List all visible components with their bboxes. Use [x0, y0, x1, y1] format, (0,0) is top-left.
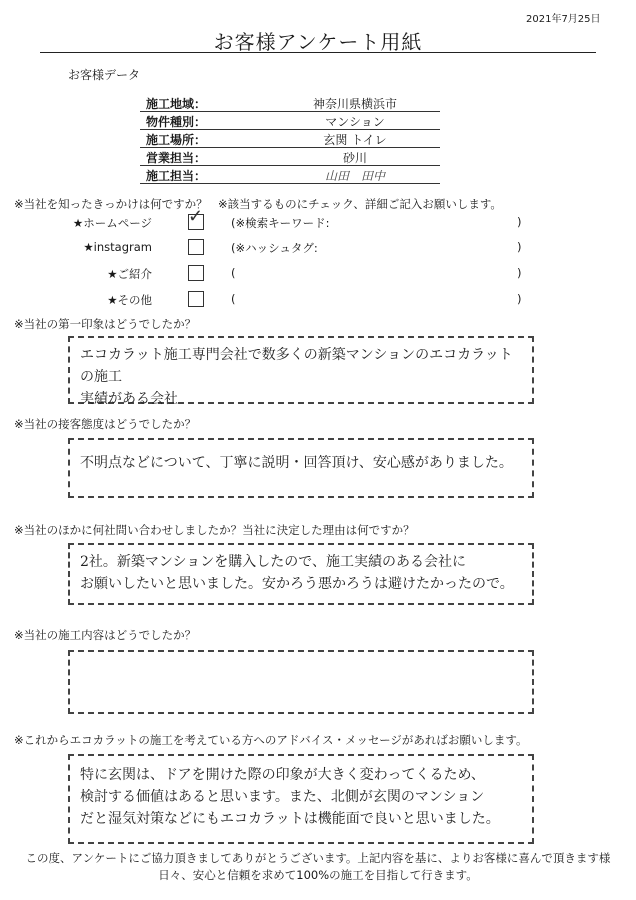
- answer-box-other-companies[interactable]: [68, 543, 534, 605]
- answer-box-customer-service[interactable]: [68, 438, 534, 498]
- customer-data-heading: お客様データ: [68, 68, 141, 82]
- option-label: ★ご紹介: [107, 267, 152, 281]
- option-detail: (: [231, 292, 236, 306]
- check-mark-icon: ✓: [188, 206, 204, 227]
- option-label: ★その他: [107, 293, 152, 307]
- info-value: 神奈川県横浜市: [312, 97, 397, 111]
- option-checkbox[interactable]: [188, 291, 204, 307]
- option-checkbox[interactable]: [188, 206, 204, 230]
- option-label: ★instagram: [83, 240, 152, 254]
- source-instruction: ※該当するものにチェック、詳細ご記入お願いします。: [218, 197, 502, 211]
- info-label: 物件種別：: [146, 115, 207, 129]
- option-detail-close: ): [517, 266, 522, 280]
- source-option-other: [0, 290, 636, 310]
- option-detail-close: ): [517, 292, 522, 306]
- info-row-property-type: [140, 112, 440, 130]
- option-detail: (: [231, 266, 236, 280]
- answer-text: 特に玄関は、ドアを開けた際の印象が大きく変わってくるため、 検討する価値はあると思います。また、北側が玄関のマンション だと湿気対策などにもエコカラットは機能面で良いと思いました。: [80, 767, 500, 827]
- info-label: 営業担当：: [146, 151, 207, 165]
- info-row-sales-rep: [140, 148, 440, 166]
- source-option-referral: [0, 264, 636, 284]
- answer-box-installation-quality[interactable]: [68, 650, 534, 714]
- option-label: ★ホームページ: [72, 216, 152, 230]
- answer-box-advice[interactable]: [68, 754, 534, 844]
- info-rule: [140, 183, 440, 184]
- answer-text: 不明点などについて、丁寧に説明・回答頂け、安心感がありました。: [80, 455, 513, 471]
- info-row-location: [140, 130, 440, 148]
- option-checkbox[interactable]: [188, 239, 204, 255]
- source-option-instagram: [0, 238, 636, 258]
- option-detail: (※検索キーワード:: [231, 216, 330, 230]
- page-title: お客様アンケート用紙: [213, 30, 423, 54]
- footer-message-line2: 日々、安心と信頼を求めて100%の施工を目指して行きます。: [158, 868, 478, 882]
- footer-message-line1: この度、アンケートにご協力頂きましてありがとうございます。上記内容を基に、よりお客様に喜んで頂きます様: [25, 851, 611, 865]
- info-row-area: [140, 94, 440, 112]
- question-installation-quality: ※当社の施工内容はどうでしたか？: [14, 628, 197, 642]
- info-value: マンション: [325, 115, 385, 129]
- info-value: 砂川: [342, 151, 367, 165]
- question-other-companies: ※当社のほかに何社問い合わせしましたか？当社に決定した理由は何ですか？: [14, 523, 415, 537]
- option-checkbox[interactable]: [188, 265, 204, 281]
- answer-text: エコカラット施工専門会社で数多くの新築マンションのエコカラットの施工 実績がある会社: [80, 347, 513, 407]
- info-row-installer: [140, 166, 440, 184]
- info-label: 施工担当：: [146, 169, 207, 183]
- title-underline: [40, 52, 596, 53]
- installer-signature: 山田 田中: [324, 169, 385, 183]
- question-first-impression: ※当社の第一印象はどうでしたか？: [14, 317, 197, 331]
- source-option-homepage: [0, 206, 636, 233]
- answer-box-first-impression[interactable]: [68, 336, 534, 407]
- answer-text: 2社。新築マンションを購入したので、施工実績のある会社に お願いしたいと思いました。安かろう悪かろうは避けたかったので。: [80, 554, 514, 592]
- option-detail-close: ): [517, 240, 522, 254]
- question-advice: ※これからエコカラットの施工を考えている方へのアドバイス・メッセージがあればお願いします。: [14, 733, 528, 747]
- source-question: ※当社を知ったきっかけは何ですか？: [14, 197, 208, 211]
- question-customer-service: ※当社の接客態度はどうでしたか？: [14, 417, 197, 431]
- info-value: 玄関 トイレ: [323, 133, 387, 147]
- option-detail-close: ): [517, 215, 522, 229]
- survey-date: 2021年7月25日: [526, 14, 601, 25]
- info-label: 施工地域：: [146, 97, 207, 111]
- info-label: 施工場所：: [146, 133, 207, 147]
- option-detail: (※ハッシュタグ:: [231, 241, 318, 255]
